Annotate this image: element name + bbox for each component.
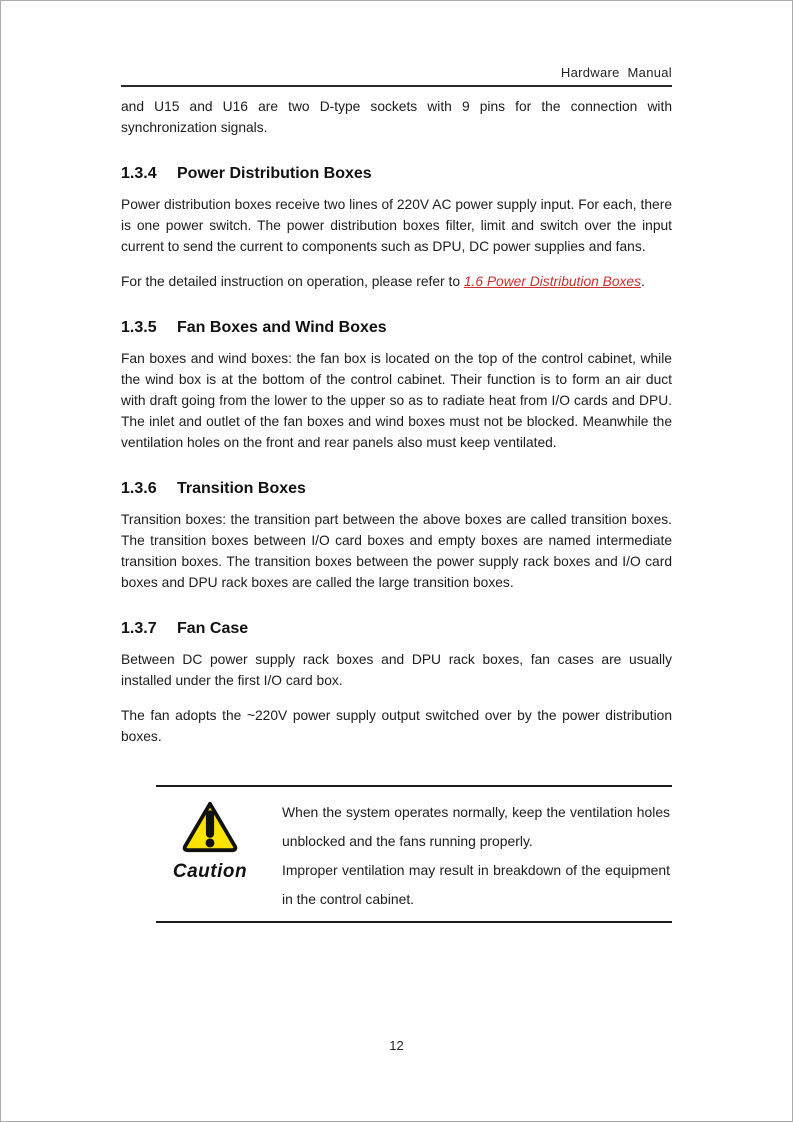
caution-block: [156, 785, 672, 923]
caution-line-2: Improper ventilation may result in breakdown of the equipment in the control cabinet.: [282, 862, 670, 907]
intro-paragraph: and U15 and U16 are two D-type sockets with 9 pins for the connection with synchronization signals.: [121, 99, 672, 135]
section-heading-1-3-6: [121, 480, 672, 498]
section-number: 1.3.5: [121, 319, 157, 336]
section-heading-1-3-4: [121, 165, 672, 183]
section-heading-1-3-7: [121, 620, 672, 638]
section-number: 1.3.4: [121, 165, 157, 182]
section-title: Fan Case: [177, 620, 249, 637]
caution-icon-column: [162, 796, 258, 883]
section-paragraph: Between DC power supply rack boxes and DPU rack boxes, fan cases are usually installed under the first I/O card box.: [121, 652, 672, 688]
reference-suffix: .: [640, 274, 645, 289]
header-rule: [121, 85, 672, 87]
power-distribution-boxes-link[interactable]: 1.6 Power Distribution Boxes: [463, 274, 641, 289]
section-number: 1.3.6: [121, 480, 157, 497]
section-paragraph: Fan boxes and wind boxes: the fan box is located on the top of the control cabinet, while the wind box is at the bottom of the control cabinet. Their function is to form an air duct with draft going from the lower to the upper so as to radiate heat from I/O cards and DPU. The inlet and outlet of the fan boxes and wind boxes must not be blocked. Meanwhile the ventilation holes on the front and rear panels also must keep ventilated.: [121, 351, 672, 450]
section-paragraph: Transition boxes: the transition part between the above boxes are called transition boxes. The transition boxes between I/O card boxes and empty boxes are named intermediate transition boxes. The transition boxes between the power supply rack boxes and I/O card boxes and DPU rack boxes are called the large transition boxes.: [121, 512, 672, 590]
section-title: Power Distribution Boxes: [177, 165, 372, 182]
caution-text: [282, 796, 670, 914]
caution-line-1: When the system operates normally, keep the ventilation holes unblocked and the fans running properly.: [282, 804, 670, 849]
section-heading-1-3-5: [121, 319, 672, 337]
section-title: Fan Boxes and Wind Boxes: [177, 319, 387, 336]
page-number: 12: [389, 1038, 404, 1053]
reference-prefix: For the detailed instruction on operation, please refer to: [121, 274, 464, 289]
section-paragraph: The fan adopts the ~220V power supply output switched over by the power distribution boxes.: [121, 708, 672, 744]
section-title: Transition Boxes: [177, 480, 306, 497]
warning-triangle-icon: [179, 799, 241, 855]
section-paragraph: Power distribution boxes receive two lines of 220V AC power supply input. For each, there is one power switch. The power distribution boxes filter, limit and switch over the input current to send the current to components such as DPU, DC power supplies and fans.: [121, 197, 672, 254]
caution-bottom-rule: [156, 921, 672, 923]
caution-label: Caution: [172, 861, 248, 882]
header-title: Hardware Manual: [560, 65, 672, 80]
section-number: 1.3.7: [121, 620, 157, 637]
reference-paragraph: [121, 271, 672, 292]
